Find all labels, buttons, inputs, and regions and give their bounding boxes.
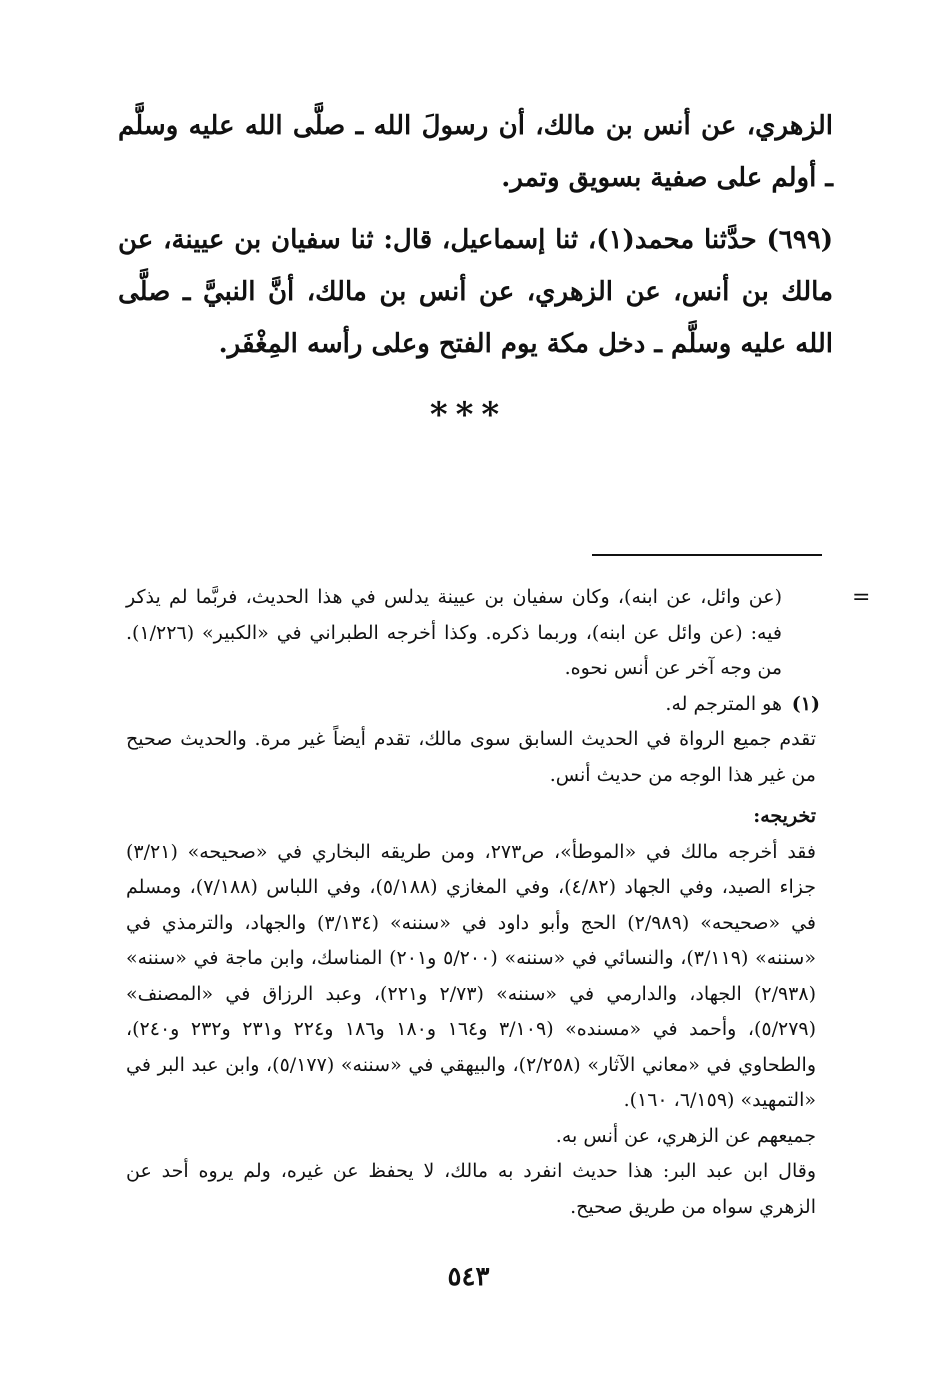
footnote-continued-text: (عن وائل، عن ابنه)، وكان سفيان بن عيينة يدلس في هذا الحديث، فربَّما لم يذكر فيه: (عن وائل عن ابنه)، وربما ذكره. وكذا أخرجه الطبراني في «الكبير» (١/٢٢٦). من وجه آخر عن أنس نحوه. <box>126 586 782 679</box>
footnote-continuation-mark: = <box>852 585 871 610</box>
footnote-1-line: هو المترجم له. <box>665 692 782 715</box>
hadith-paragraph-699: (٦٩٩) حدَّثنا محمد(١)، ثنا إسماعيل، قال: ثنا سفيان بن عيينة، عن مالك بن أنس، عن الزهري، عن أنس بن مالك، أنَّ النبيَّ ـ صلَّى الله عليه وسلَّم ـ دخل مكة يوم الفتح وعلى رأسه المِغْفَر. <box>118 225 833 359</box>
main-text <box>118 100 833 370</box>
hadith-paragraph-continuation: الزهري، عن أنس بن مالك، أن رسولَ الله ـ صلَّى الله عليه وسلَّم ـ أولم على صفية بسويق وتمر. <box>118 111 833 193</box>
footnotes <box>126 580 820 1225</box>
footnote-narrators-text: تقدم جميع الرواة في الحديث السابق سوى مالك، تقدم أيضاً غير مرة. والحديث صحيح من غير هذا الوجه من حديث أنس. <box>126 728 816 786</box>
takhrij-text: فقد أخرجه مالك في «الموطأ»، ص٢٧٣، ومن طريقه البخاري في «صحيحه» (٣/٢١) جزاء الصيد، وفي الجهاد (٤/٨٢)، وفي المغازي (٥/١٨٨)، وفي اللباس (٧/١٨٨)، ومسلم في «صحيحه» (٢/٩٨٩) الحج وأبو داود في «سننه» (٣/١٣٤) والجهاد، والترمذي في «سننه» (٣/١١٩)، والنسائي في «سننه» (٥/٢٠٠ و٢٠١) المناسك، وابن ماجة في «سننه» (٢/٩٣٨) الجهاد، والدارمي في «سننه» (٢/٧٣ و٢٢١)، وعبد الرزاق في «المصنف» (٥/٢٧٩)، وأحمد في «مسنده» (٣/١٠٩ و١٦٤ و١٨٠ و١٨٦ و٢٢٤ و٢٣١ و٢٣٢ و٢٤٠)، والطحاوي في «معاني الآثار» (٢/٢٥٨)، والبيهقي في «سننه» (٥/١٧٧)، وابن عبد البر في «التمهيد» (٦/١٥٩، ١٦٠). <box>126 840 817 1111</box>
section-separator: *** <box>429 395 508 435</box>
footnote-1 <box>126 687 820 723</box>
takhrij-conclusion: جميعهم عن الزهري، عن أنس به. <box>555 1124 816 1147</box>
takhrij-heading: تخريجه: <box>753 805 816 827</box>
footnote-divider <box>592 554 822 556</box>
page-number: ٥٤٣ <box>447 1262 490 1292</box>
ibn-abd-al-barr-quote: وقال ابن عبد البر: هذا حديث انفرد به مالك، لا يحفظ عن غيره، ولم يروه أحد عن الزهري سواه من طريق صحيح. <box>126 1160 816 1218</box>
footnote-number: (١) <box>791 692 820 715</box>
